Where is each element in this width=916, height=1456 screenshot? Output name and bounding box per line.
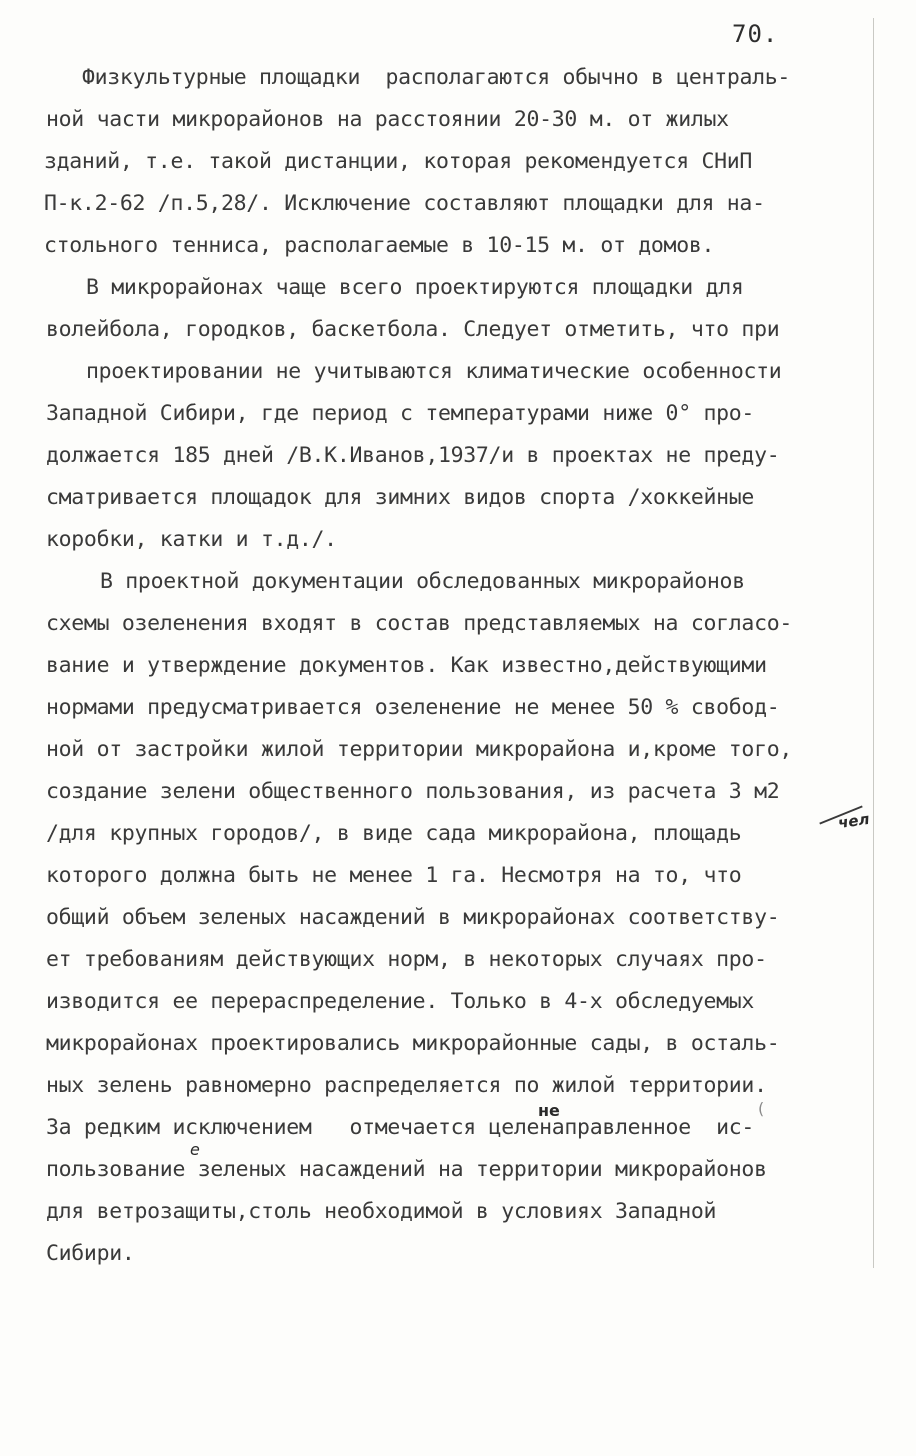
text-line: микрорайонах проектировались микрорайонные сады, в осталь- (46, 1031, 780, 1056)
text-line: Физкультурные площадки располагаются обычно в централь- (82, 65, 791, 90)
handwritten-margin-note: чел (836, 809, 871, 833)
text-line: которого должна быть не менее 1 га. Несмотря на то, что (46, 863, 742, 888)
text-line: изводится ее перераспределение. Только в 4-х обследуемых (46, 989, 755, 1014)
text-line: сматривается площадок для зимних видов спорта /хоккейные (46, 485, 755, 510)
text-line: ной части микрорайонов на расстоянии 20-30 м. от жилых (46, 107, 729, 132)
text-line: создание зелени общественного пользования, из расчета 3 м2 (46, 779, 780, 804)
handwritten-bracket-mark: ( (758, 1099, 765, 1118)
text-line: пользование зеленых насаждений на территории микрорайонов (46, 1157, 767, 1182)
text-line: стольного тенниса, располагаемые в 10-15 м. от домов. (44, 233, 715, 258)
text-line: нормами предусматривается озеленение не менее 50 % свобод- (46, 695, 780, 720)
handwritten-correction-e: е (190, 1140, 200, 1159)
text-line: За редким исключением отмечается целенаправленное ис- (46, 1115, 755, 1140)
text-line: В проектной документации обследованных микрорайонов (100, 569, 745, 594)
text-line: коробки, катки и т.д./. (46, 527, 337, 552)
text-line: общий объем зеленых насаждений в микрорайонах соответству- (46, 905, 780, 930)
text-line: волейбола, городков, баскетбола. Следует отметить, что при (46, 317, 780, 342)
text-line: вание и утверждение документов. Как известно,действующими (46, 653, 767, 678)
text-line: проектировании не учитываются климатические особенности (86, 359, 782, 384)
text-line: П-к.2-62 /п.5,28/. Исключение составляют площадки для на- (44, 191, 765, 216)
text-line: схемы озеленения входят в состав представляемых на согласо- (46, 611, 793, 636)
text-line: ет требованиям действующих норм, в некоторых случаях про- (46, 947, 767, 972)
text-line: должается 185 дней /В.К.Иванов,1937/и в проектах не преду- (46, 443, 780, 468)
page-number: 70. (732, 20, 779, 48)
handwritten-insertion-ne: не (538, 1101, 560, 1120)
text-line: Западной Сибири, где период с температурами ниже 0° про- (46, 401, 755, 426)
text-line: ных зелень равномерно распределяется по жилой территории. (46, 1073, 767, 1098)
text-line: зданий, т.е. такой дистанции, которая рекомендуется СНиП (44, 149, 753, 174)
text-line: ной от застройки жилой территории микрорайона и,кроме того, (46, 737, 793, 762)
text-line: В микрорайонах чаще всего проектируются площадки для (86, 275, 744, 300)
text-line: Сибири. (46, 1241, 135, 1266)
text-line: для ветрозащиты,столь необходимой в условиях Западной (46, 1199, 717, 1224)
text-line: /для крупных городов/, в виде сада микрорайона, площадь (46, 821, 742, 846)
page-edge-line (873, 18, 874, 1268)
